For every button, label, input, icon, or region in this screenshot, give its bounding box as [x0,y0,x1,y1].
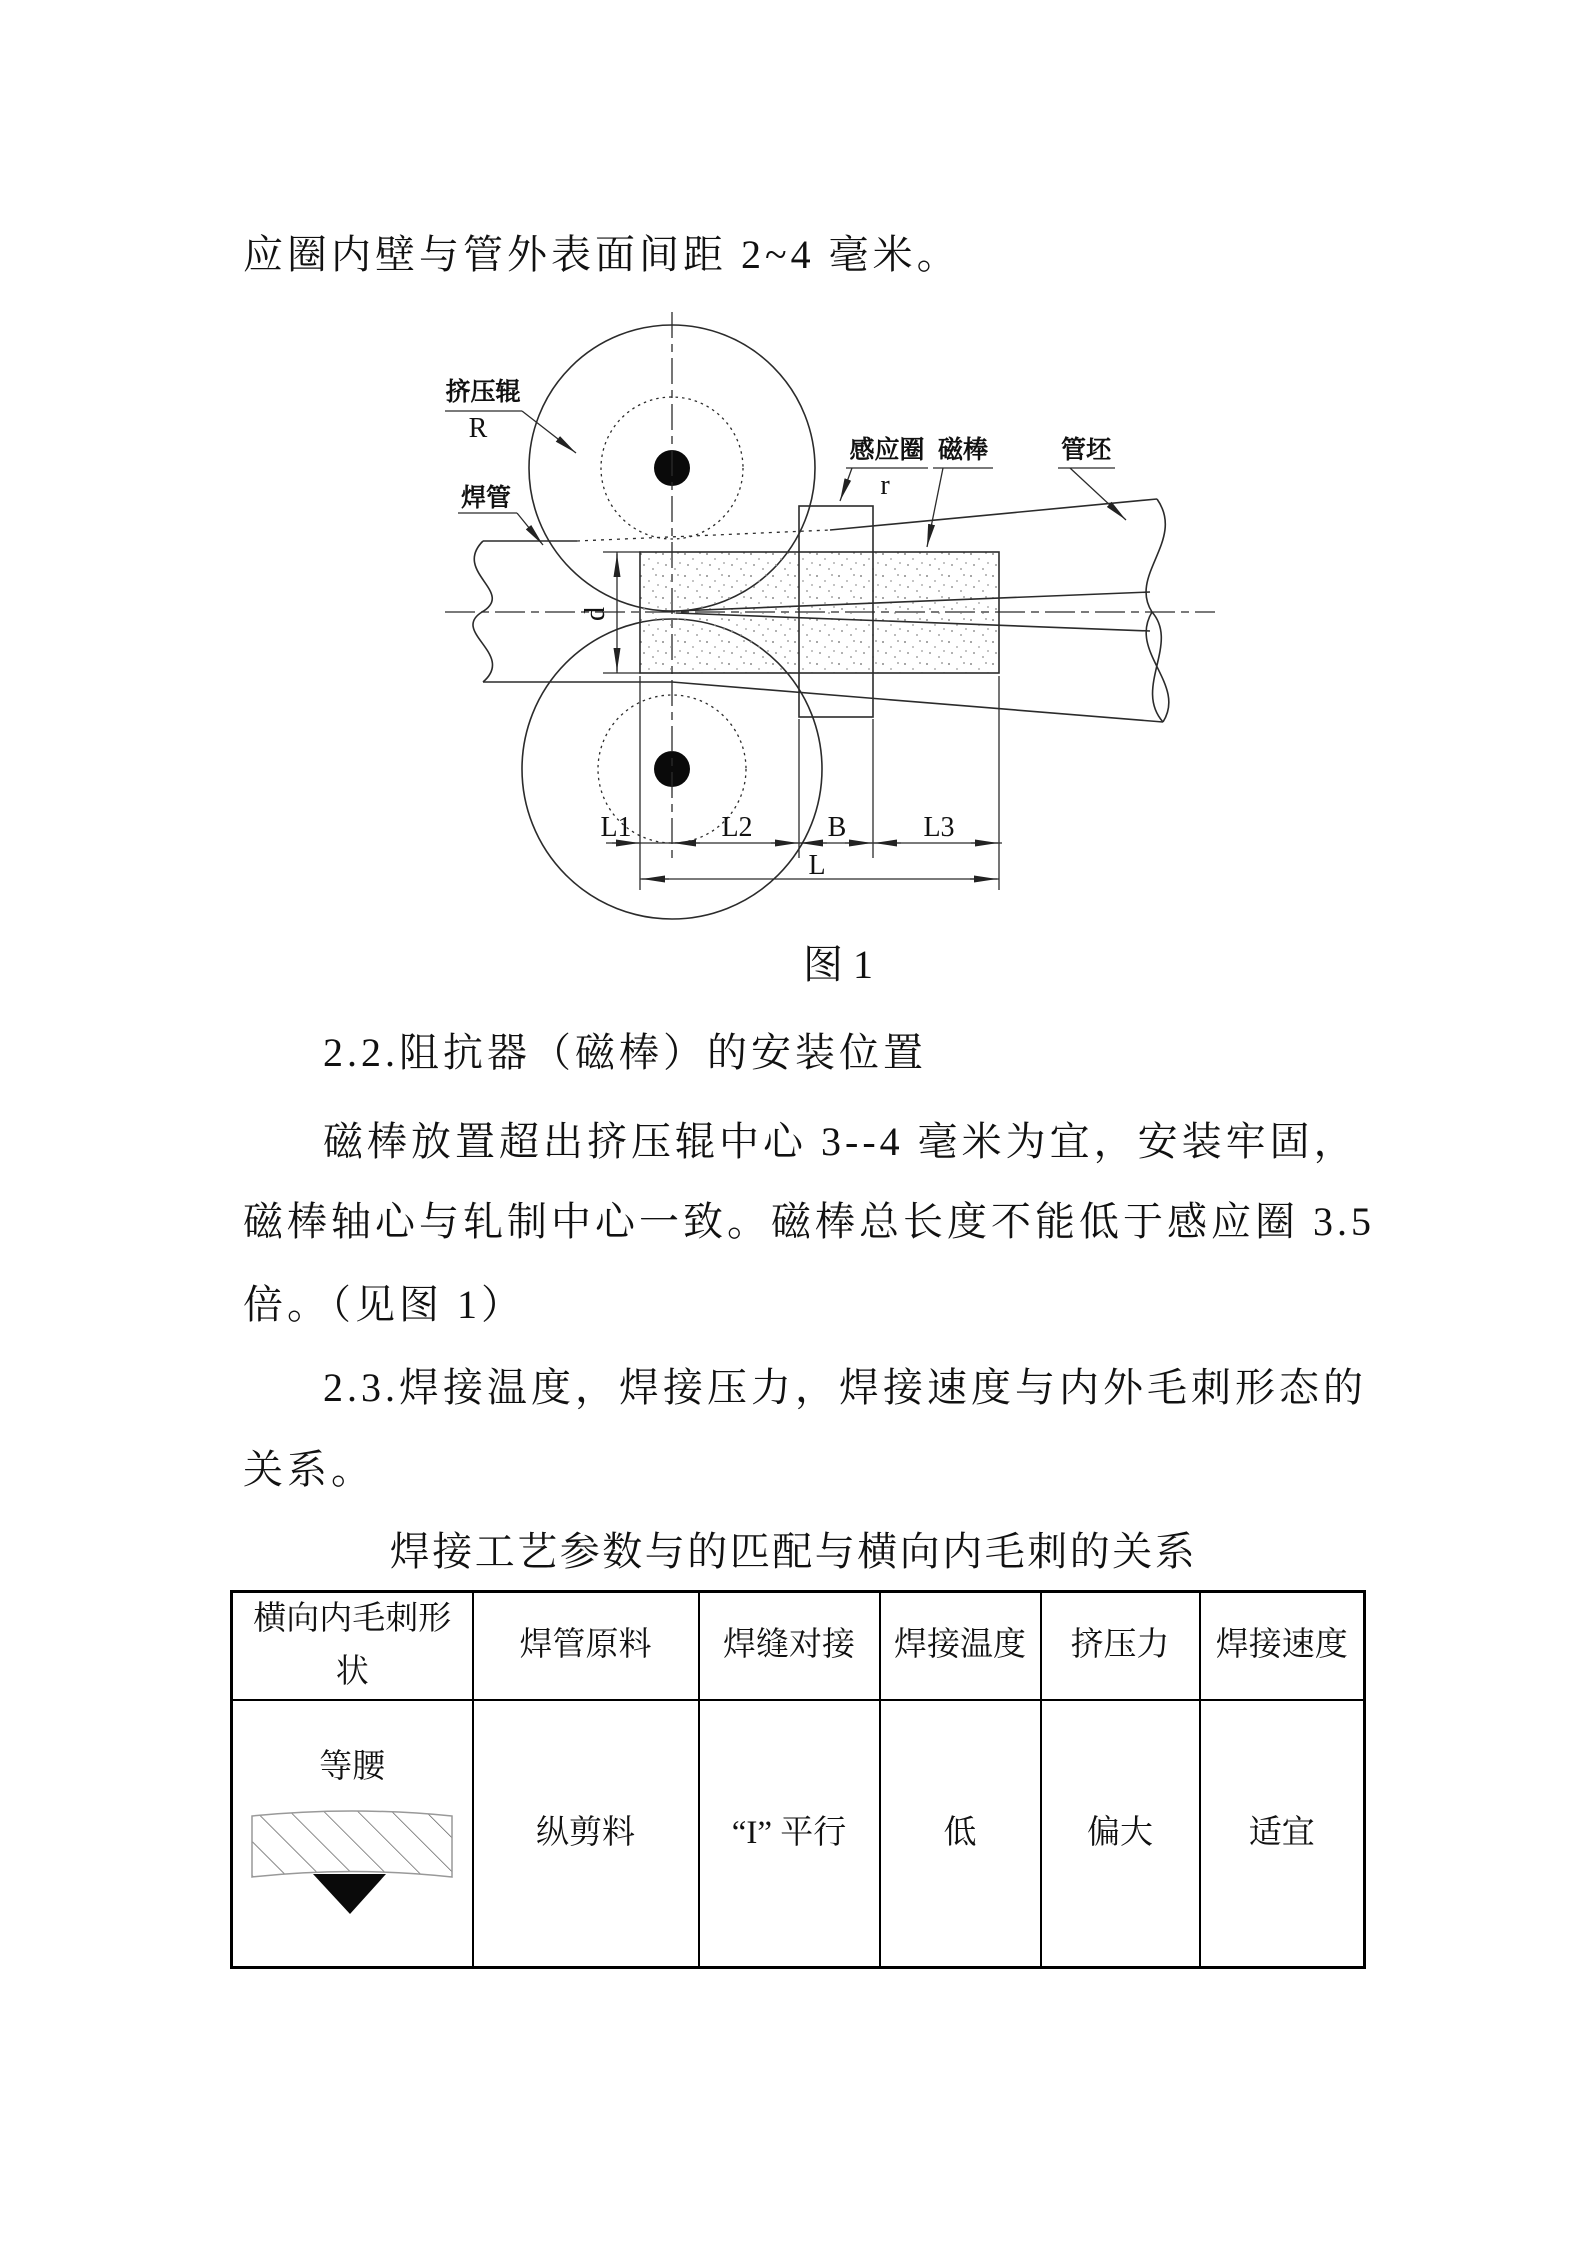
header-welding-temperature: 焊接温度 [880,1592,1041,1700]
burr-shape-label: 等腰 [319,1748,386,1785]
induction-coil-leader [840,468,852,501]
dim-label-b: B [827,812,847,843]
cell-welding-speed: 适宜 [1200,1700,1365,1968]
header-extrusion-force: 挤压力 [1041,1592,1200,1700]
magnetic-bar-label: 磁棒 [937,436,989,464]
cell-seam-butt: “I” 平行 [699,1700,880,1968]
header-burr-shape: 横向内毛刺形状 [232,1592,473,1700]
blank-bottom-edge [672,682,1163,722]
para-2-2-line2: 磁棒轴心与轧制中心一致。磁棒总长度不能低于感应圈 3.5 [243,1199,1375,1244]
intro-line: 应圈内壁与管外表面间距 2~4 毫米。 [243,232,961,277]
blank-break-leaf2 [1146,612,1169,722]
welded-pipe-label: 焊管 [460,484,512,512]
dim-label-l3: L3 [923,812,955,843]
cell-extrusion-force: 偏大 [1041,1700,1200,1968]
burr-shape-graphic [250,1806,454,1916]
dim-label-l: L [808,850,826,881]
cell-raw-material: 纵剪料 [473,1700,699,1968]
magnetic-bar-rect [640,552,999,673]
table-title: 焊接工艺参数与的匹配与横向内毛刺的关系 [389,1529,1198,1574]
section-2-3-heading: 2.3.焊接温度，焊接压力，焊接速度与内外毛刺形态的 [323,1365,1367,1410]
figure-1-diagram [0,280,1587,1010]
squeeze-roller-symbol: R [468,413,488,444]
blank-break-upper [1146,499,1165,612]
pipe-wall-band [252,1811,452,1877]
induction-coil-label: 感应圈 [849,436,925,464]
section-2-2-heading: 2.2.阻抗器（磁棒）的安装位置 [323,1030,927,1075]
cell-welding-temperature: 低 [880,1700,1041,1968]
tube-blank-leader [1070,468,1126,520]
table-header-row [232,1592,1365,1700]
cell-burr-shape [232,1700,473,1968]
inner-burr-triangle [313,1874,386,1914]
squeeze-roller-label: 挤压辊 [445,378,521,406]
d-dim-label: d [580,607,611,621]
figure-caption: 图 1 [803,942,873,987]
induction-coil-symbol: r [880,470,890,501]
header-raw-material: 焊管原料 [473,1592,699,1700]
dim-label-l2: L2 [721,812,753,843]
para-2-2-line1: 磁棒放置超出挤压辊中心 3--4 毫米为宜，安装牢固， [323,1119,1358,1164]
magnetic-bar-leader [927,468,943,547]
header-seam-butt: 焊缝对接 [699,1592,880,1700]
header-welding-speed: 焊接速度 [1200,1592,1365,1700]
tube-blank-label: 管坯 [1060,436,1112,464]
dim-label-l1: L1 [600,812,632,843]
para-2-2-line3: 倍。（见图 1） [243,1282,525,1327]
table-row [232,1700,1365,1968]
para-2-3-line1: 关系。 [243,1447,375,1492]
process-parameters-table [230,1590,1366,1969]
